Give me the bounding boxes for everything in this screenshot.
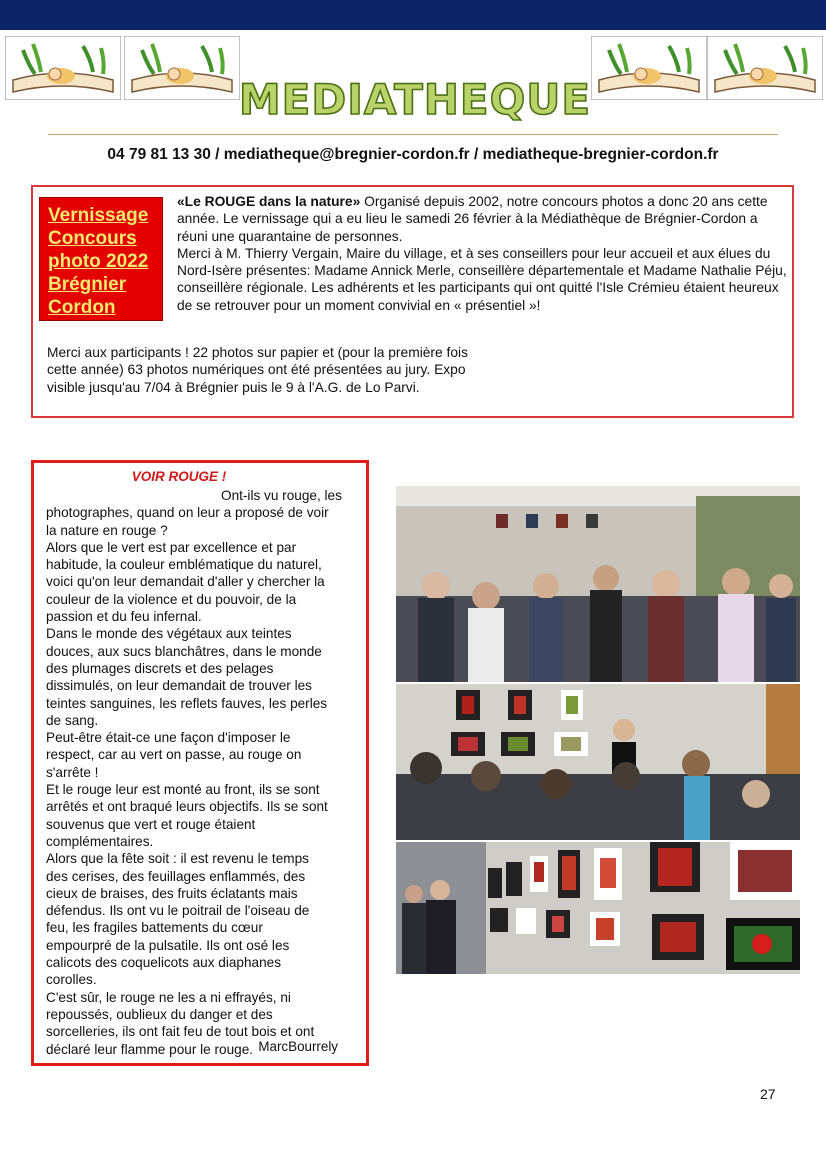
poem-line: arrêtés et ont braqué leurs objectifs. Ils se sont: [46, 799, 328, 815]
poem-line: des cerises, des feuillages enflammés, des: [46, 868, 306, 884]
poem-line: C'est sûr, le rouge ne les a ni effrayés, ni: [46, 989, 291, 1005]
poem-line: la nature en rouge ?: [46, 522, 168, 538]
poem-line: de sang.: [46, 712, 99, 728]
poem-line: respect, car au vert on passe, au rouge on: [46, 747, 302, 763]
poem-line: teintes sanguines, les reflets fauves, les perles: [46, 695, 328, 711]
poem-title: VOIR ROUGE !: [131, 469, 227, 484]
event-label-line: Vernissage: [48, 205, 149, 226]
poem-line: feu, les fragiles battements du cœur: [46, 920, 263, 936]
book-illustration-icon: [707, 36, 823, 100]
poem-line: Et le rouge leur est monté au front, ils se sont: [46, 782, 320, 798]
event-label-line: Brégnier: [48, 274, 127, 295]
contact-line: 04 79 81 13 30 / mediatheque@bregnier-cordon.fr / mediatheque-bregnier-cordon.fr: [107, 146, 719, 163]
poem-line: défendus. Ils ont vu le poitrail de l'oiseau de: [46, 903, 310, 919]
poem-line: couleur de la violence et du pouvoir, de la: [46, 591, 297, 607]
poem-line: Dans le monde des végétaux aux teintes: [46, 626, 292, 642]
poem-line: douces, aux sucs blanchâtres, dans le monde: [46, 643, 322, 659]
poem-signature: MarcBourrely: [258, 1039, 338, 1054]
book-illustration-icon: [124, 36, 240, 100]
event-announcement-box: [31, 185, 794, 418]
top-banner-bar: [0, 0, 826, 30]
book-illustration-icon: [5, 36, 121, 100]
poem-line: passion et du feu infernal.: [46, 609, 202, 625]
event-intro: [177, 193, 787, 314]
poem-line: sorcelleries, ils ont fait feu de tout bois et ont: [46, 1024, 315, 1040]
event-headline: «Le ROUGE dans la nature»: [177, 194, 361, 209]
poem-text: [46, 487, 368, 1058]
exhibition-speech-photo: [396, 684, 800, 840]
page-number: 27: [760, 1086, 776, 1102]
event-label: [39, 197, 163, 321]
poem-line: habitude, la couleur emblématique du naturel,: [46, 557, 322, 573]
poem-line: calicots des coquelicots aux diaphanes: [46, 955, 282, 971]
event-label-line: photo 2022: [48, 251, 149, 272]
poem-line: voici qu'on leur demandait d'aller y chercher la: [46, 574, 325, 590]
poem-line: déclaré leur flamme pour le rouge.: [46, 1041, 254, 1057]
divider: [48, 134, 778, 135]
book-illustration-icon: [591, 36, 707, 100]
poem-line: complémentaires.: [46, 833, 154, 849]
page-title: MEDIATHEQUE: [238, 75, 592, 124]
poem-line: Ont-ils vu rouge, les: [221, 488, 342, 503]
event-thanks-officials: Merci à M. Thierry Vergain, Maire du village, et à ses conseillers pour leur accueil et aux élues du Nord-Isère présentes: Madame Annick Merle, conseillère départementale et Madame Nathalie Péju, conseillère régionale. Les adhérents et les participants qui ont quitté l'Isle Crémieu étaient heureux de se retrouver pour un moment convivial en « présentiel »!: [177, 245, 787, 313]
event-intro-text: Organisé depuis 2002, notre concours photos a donc 20 ans cette année. Le vernissage qui a eu lieu le samedi 26 février à la Médiathèque de Brégnier-Cordon a réuni une quarantaine de personnes.: [177, 194, 768, 244]
event-label-line: Concours: [48, 228, 137, 249]
poem-line: s'arrête !: [46, 764, 99, 780]
photo-collage: [396, 486, 800, 974]
poem-line: des plumages discrets et des pelages: [46, 660, 274, 676]
poem-line: Alors que la fête soit : il est revenu le temps: [46, 851, 309, 867]
event-label-line: Cordon: [48, 297, 116, 318]
poem-line: dissimulés, on leur demandait de trouver les: [46, 678, 312, 694]
poem-line: Alors que le vert est par excellence et par: [46, 539, 297, 555]
poem-box: [31, 460, 369, 1066]
poem-line: cieux de braises, des fruits éclatants mais: [46, 885, 298, 901]
poem-line: Peut-être était-ce une façon d'imposer le: [46, 730, 291, 746]
poem-line: corolles.: [46, 972, 97, 988]
poem-line: repoussés, oublieux du danger et des: [46, 1006, 273, 1022]
poem-line: empourpré de la pulsatile. Ils ont osé les: [46, 937, 290, 953]
exhibition-crowd-photo: [396, 486, 800, 682]
poem-line: souvenus que vert et rouge étaient: [46, 816, 256, 832]
exhibition-wall-photo: [396, 842, 800, 974]
event-thanks-participants: Merci aux participants ! 22 photos sur papier et (pour la première fois cette année) 63 photos numériques ont été présentées au jury. Expo visible jusqu'au 7/04 à Brégnier puis le 9 à l'A.G. de Lo Parvi.: [47, 345, 469, 395]
poem-line: photographes, quand on leur a proposé de voir: [46, 505, 329, 521]
